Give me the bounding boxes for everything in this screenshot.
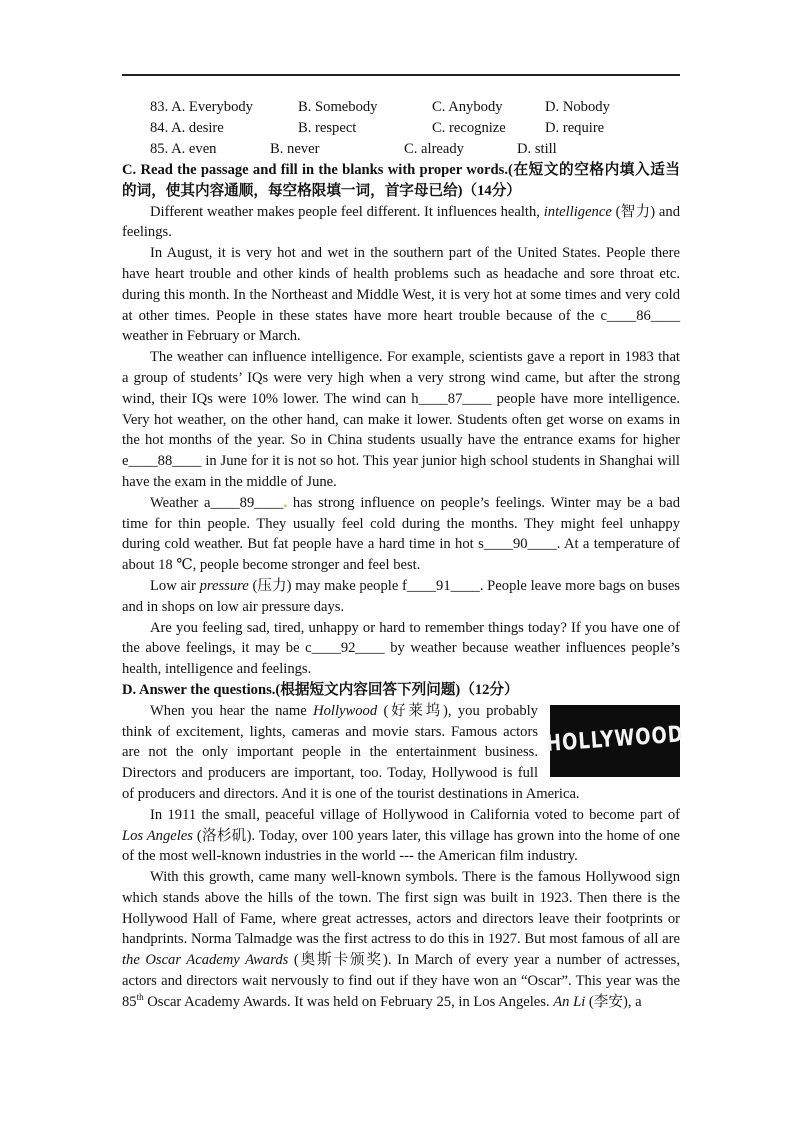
hollywood-sign-text: HOLLYWOOD xyxy=(545,721,685,758)
option-a: 83. A. Everybody xyxy=(150,99,253,115)
option-c: C. Anybody xyxy=(432,99,503,115)
option-c: C. recognize xyxy=(432,120,506,136)
section-c-paragraph-5: Low air pressure (压力) may make people f____91____. People leave more bags on buses and in shops on low air pressure days. xyxy=(122,577,680,615)
option-d: D. Nobody xyxy=(545,99,610,115)
hollywood-sign-image xyxy=(545,705,685,777)
option-b: B. Somebody xyxy=(298,99,378,115)
option-d: D. still xyxy=(517,141,557,157)
section-c-paragraph-1: Different weather makes people feel different. It influences health, intelligence (智力) and feelings. xyxy=(122,203,680,241)
option-c: C. already xyxy=(404,141,464,157)
section-c-paragraph-2: In August, it is very hot and wet in the southern part of the United States. People there have heart trouble and other kinds of health problems such as headache and sore throat etc. during this month. In the Northeast and Middle West, it is very hot at some times and very cold at other times. People in these states have more heart trouble because of the c____86____ weather in February or March. xyxy=(122,245,680,345)
section-d-heading: D. Answer the questions.(根据短文内容回答下列问题)（12分） xyxy=(122,681,519,698)
option-d: D. require xyxy=(545,120,605,136)
section-d-paragraph-3: With this growth, came many well-known symbols. There is the famous Hollywood sign which stands above the hills of the town. The first sign was built in 1923. Then there is the Hollywood Hall of Fame, where great actresses, actors and directors leave their footprints or handprints. Norma Talmadge was the first actress to do this in 1927. But most famous of all are the Oscar Academy Awards (奥斯卡颁奖). In March of every year a number of actresses, actors and directors wait nervously to find out if they have won an “Oscar”. This year was the 85th Oscar Academy Awards. It was held on February 25, in Los Angeles. An Li (李安), a xyxy=(122,869,681,1010)
section-c-paragraph-3: The weather can influence intelligence. For example, scientists gave a report in 1983 that a group of students’ IQs were very high when a very strong wind came, but after the strong wind, their IQs were 10% lower. The wind can h____87____ people have more intelligence. Very hot weather, on the other hand, can make it lower. Students often get worse on exams in the hot months of the year. So in China students usually have the entrance exams for higher e____88____ in June for it is not so hot. This year junior high school students in Shanghai will have the exam in the middle of June. xyxy=(122,349,680,490)
option-b: B. respect xyxy=(298,120,357,136)
passage-content xyxy=(122,160,685,1013)
section-c-paragraph-4: Weather a____89____. has strong influence on people’s feelings. Winter may be a bad time for thin people. They usually feel cold during the months. They might feel unhappy during cold weather. But fat people have a hard time in hot s____90____. At a temperature of about 18 ℃, people become stronger and feel best. xyxy=(122,494,680,574)
option-a: 84. A. desire xyxy=(150,120,224,136)
section-d-paragraph-2: In 1911 the small, peaceful village of Hollywood in California voted to become part of Los Angeles (洛杉矶). Today, over 100 years later, this village has grown into the home of one of the most well-known industries in the world --- the American film industry. xyxy=(122,806,680,865)
option-row-83 xyxy=(150,97,680,118)
section-d-paragraph-1: When you hear the name Hollywood (好莱坞), you probably think of excitement, lights, cameras and movie stars. Famous actors are not the only important people in the entertainment business. Directors and producers are important, too. Today, Hollywood is full of producers and directors. And it is one of the tourist destinations in America. xyxy=(122,702,580,802)
option-row-84 xyxy=(150,118,680,139)
option-a: 85. A. even xyxy=(150,141,217,157)
section-c-heading: C. Read the passage and fill in the blanks with proper words.(在短文的空格内填入适当的词，使其内容通顺，每空格限填一词，首字母已给)（14分） xyxy=(122,162,680,199)
option-b: B. never xyxy=(270,141,320,157)
section-c-paragraph-6: Are you feeling sad, tired, unhappy or hard to remember things today? If you have one of the above feelings, it may be c____92____ by weather because weather influences people’s health, intelligence and feelings. xyxy=(122,619,680,678)
option-row-85 xyxy=(150,139,680,160)
top-rule xyxy=(122,74,680,76)
